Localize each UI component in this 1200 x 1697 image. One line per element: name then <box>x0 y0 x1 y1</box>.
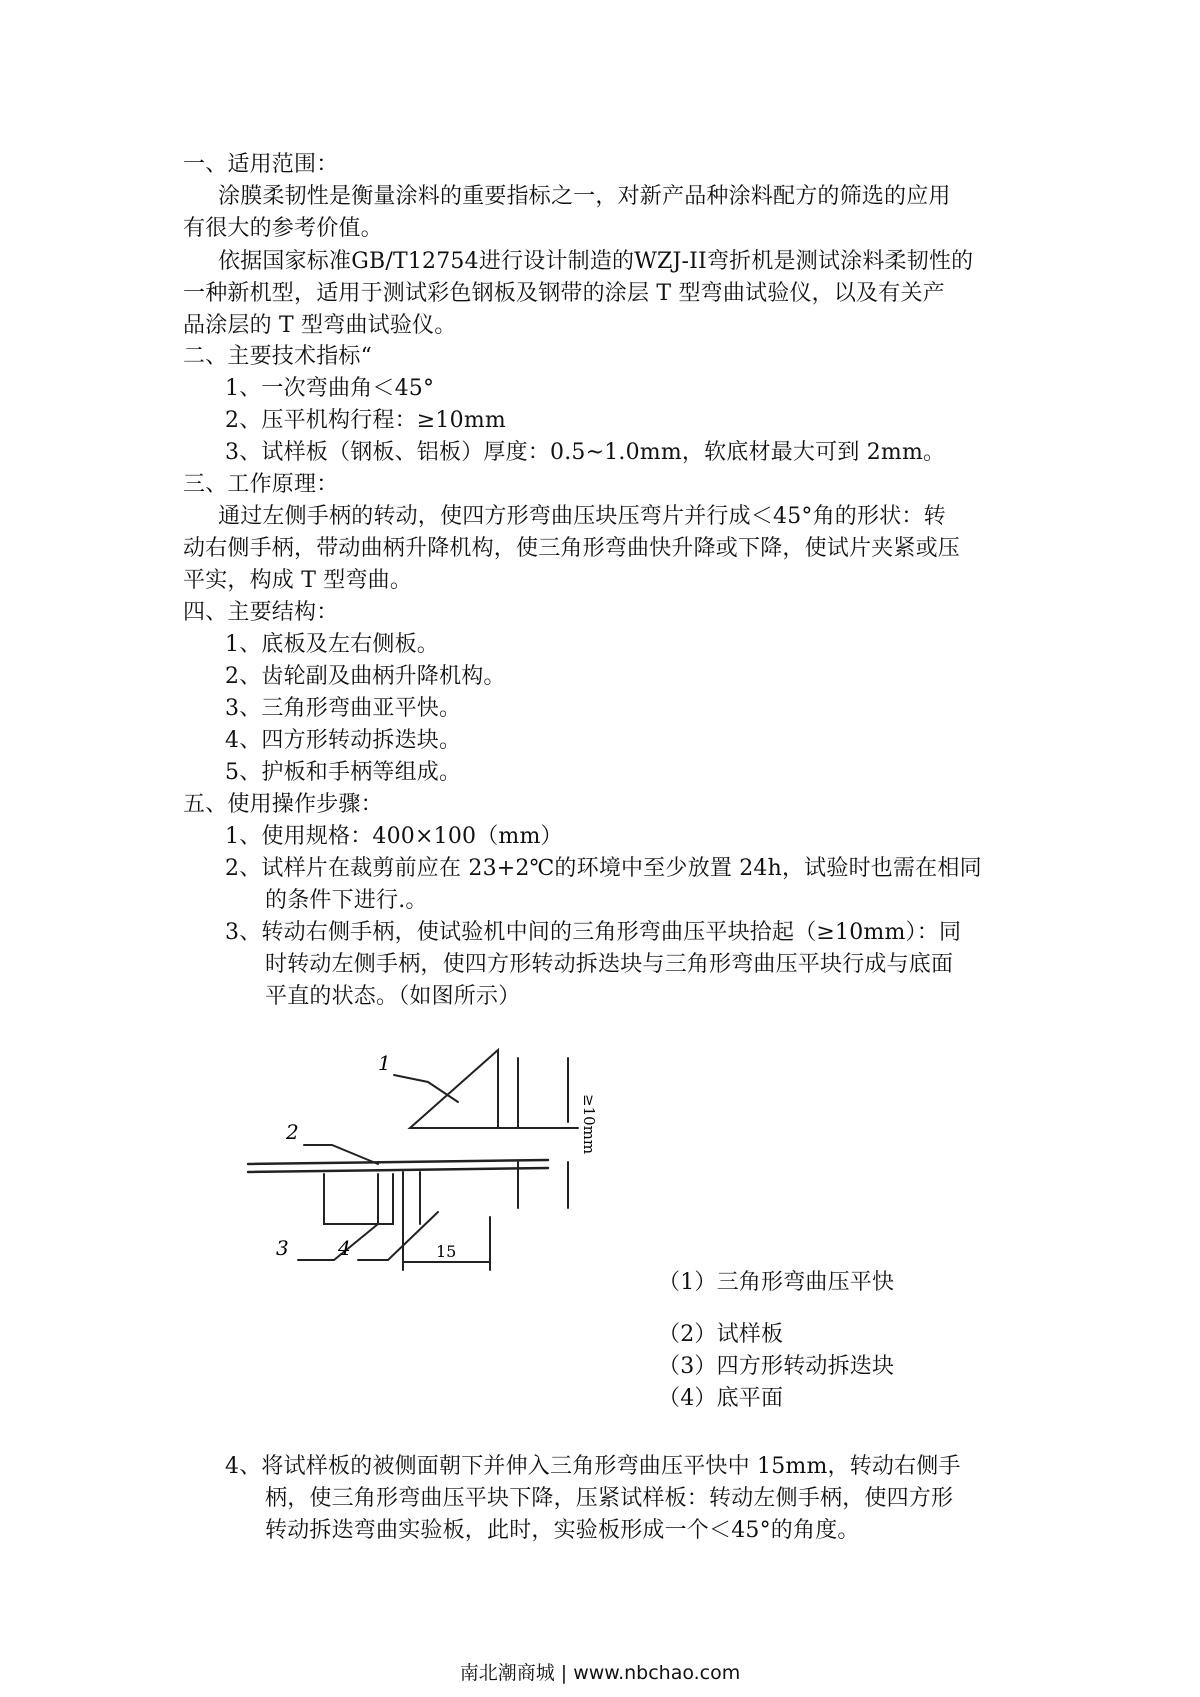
section-5-heading: 五、使用操作步骤： <box>183 792 383 817</box>
bending-fixture-diagram <box>228 1012 658 1302</box>
structure-item: 3、三角形弯曲亚平快。 <box>225 696 462 721</box>
figure-legend-item: （3）四方形转动拆迭块 <box>658 1354 895 1379</box>
step-4-line-1: 4、将试样板的被侧面朝下并伸入三角形弯曲压平快中 15mm，转动右侧手 <box>225 1454 961 1479</box>
step-4-line-3: 转动拆迭弯曲实验板，此时，实验板形成一个＜45°的角度。 <box>265 1518 860 1543</box>
step-2-line-2: 的条件下进行.。 <box>265 888 428 913</box>
section-1-paragraph-2-line-3: 品涂层的 T 型弯曲试验仪。 <box>183 313 457 338</box>
spec-item: 2、压平机构行程：≥10mm <box>225 408 506 433</box>
section-2-heading: 二、主要技术指标“ <box>183 344 373 369</box>
footer-watermark: 南北潮商城 | www.nbchao.com <box>459 1662 741 1684</box>
figure-label-3: 3 <box>276 1236 289 1260</box>
step-1: 1、使用规格：400×100（mm） <box>225 824 563 849</box>
structure-item: 4、四方形转动拆迭块。 <box>225 728 462 753</box>
section-3-line-1: 通过左侧手柄的转动，使四方形弯曲压块压弯片并行成＜45°角的形状：转 <box>218 504 946 529</box>
square-block <box>324 1174 393 1224</box>
step-3-line-3: 平直的状态。（如图所示） <box>265 984 521 1009</box>
triangle-block-shape <box>410 1050 498 1128</box>
section-1-paragraph-1-line-2: 有很大的参考价值。 <box>183 216 383 241</box>
section-1-paragraph-2-line-2: 一种新机型，适用于测试彩色钢板及钢带的涂层 T 型弯曲试验仪，以及有关产 <box>183 281 945 306</box>
figure-legend-item: （2）试样板 <box>658 1322 784 1347</box>
figure-dim-10mm: ≥10mm <box>580 1094 598 1155</box>
figure-label-1: 1 <box>378 1051 391 1075</box>
section-1-paragraph-2-line-1: 依据国家标准GB/T12754进行设计制造的WZJ-II弯折机是测试涂料柔韧性的 <box>218 249 974 274</box>
spec-item: 3、试样板（钢板、铝板）厚度：0.5~1.0mm，软底材最大可到 2mm。 <box>225 440 946 465</box>
figure-dim-15: 15 <box>436 1242 457 1261</box>
structure-item: 1、底板及左右侧板。 <box>225 632 439 657</box>
step-4-line-2: 柄，使三角形弯曲压平块下降，压紧试样板：转动左侧手柄，使四方形 <box>265 1486 954 1511</box>
section-4-heading: 四、主要结构： <box>183 600 339 625</box>
figure-legend-item: （4）底平面 <box>658 1386 784 1411</box>
section-3-heading: 三、工作原理： <box>183 472 339 497</box>
step-3-line-1: 3、转动右侧手柄，使试验机中间的三角形弯曲压平块拾起（≥10mm）：同 <box>225 920 962 945</box>
section-1-heading: 一、适用范围： <box>183 152 339 177</box>
figure-label-4: 4 <box>338 1236 351 1260</box>
leader-line-2 <box>304 1145 378 1164</box>
step-3-line-2: 时转动左侧手柄，使四方形转动拆迭块与三角形弯曲压平块行成与底面 <box>265 952 954 977</box>
section-3-line-3: 平实，构成 T 型弯曲。 <box>183 568 413 593</box>
base-plane <box>403 1172 420 1270</box>
spec-item: 1、一次弯曲角＜45° <box>225 376 435 401</box>
structure-item: 5、护板和手柄等组成。 <box>225 760 462 785</box>
figure-label-2: 2 <box>286 1120 299 1144</box>
step-2-line-1: 2、试样片在裁剪前应在 23+2℃的环境中至少放置 24h，试验时也需在相同 <box>225 856 982 881</box>
section-1-paragraph-1-line-1: 涂膜柔韧性是衡量涂料的重要指标之一，对新产品种涂料配方的筛选的应用 <box>218 184 951 209</box>
figure-legend-item: （1）三角形弯曲压平快 <box>658 1270 895 1295</box>
sample-plate <box>248 1160 548 1172</box>
leader-line-4 <box>358 1212 438 1260</box>
section-3-line-2: 动右侧手柄，带动曲柄升降机构，使三角形弯曲快升降或下降，使试片夹紧或压 <box>183 536 961 561</box>
structure-item: 2、齿轮副及曲柄升降机构。 <box>225 664 506 689</box>
leader-line-1 <box>394 1075 458 1102</box>
